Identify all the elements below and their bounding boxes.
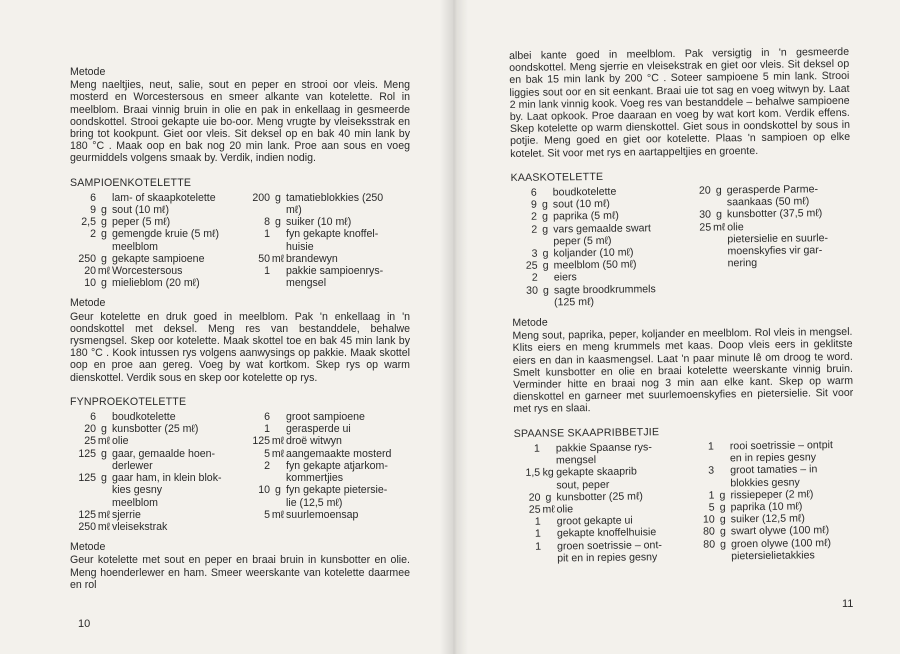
- ingredient-name: swart olywe (100 mℓ): [730, 524, 830, 538]
- ingredient-name: moenskyfies vir gar-: [727, 244, 823, 258]
- ingredient-name: (125 mℓ): [554, 295, 595, 309]
- ingredient-qty: 2: [531, 223, 538, 236]
- ingredient-unit: g: [542, 223, 549, 236]
- ingredient-unit: g: [542, 247, 549, 260]
- ingredient-name: sout (10 mℓ): [552, 198, 610, 211]
- ingredient-unit: g: [545, 491, 552, 504]
- ingredient-qty: 1: [534, 527, 541, 541]
- ingredient-name: pakkie sampioenrys-: [286, 265, 384, 278]
- ingredient-name: pietersielietakkies: [731, 549, 815, 563]
- ingredient-row: [244, 497, 410, 509]
- ingredient-name: boudkotelette: [552, 185, 617, 199]
- ingredient-qty: 200: [252, 191, 270, 204]
- ingredient-qty: 20: [84, 423, 96, 436]
- ingredient-unit: g: [101, 423, 107, 436]
- ingredient-name: paprika (10 mℓ): [730, 500, 803, 514]
- right-page-content: [509, 46, 855, 565]
- ingredient-name: gekapte knoffelhuisie: [556, 526, 657, 540]
- ingredient-qty: 3: [531, 247, 538, 260]
- ingredient-name: suiker (10 mℓ): [286, 216, 352, 229]
- ingredient-row: [70, 509, 236, 521]
- ingredient-list: [511, 183, 852, 309]
- ingredient-qty: 10: [84, 277, 96, 290]
- ingredient-name: kunsbotter (25 mℓ): [112, 423, 199, 436]
- ingredient-name: sout, peper: [556, 478, 610, 491]
- ingredient-unit: g: [542, 284, 549, 297]
- ingredient-name: nering: [727, 257, 758, 270]
- ingredient-unit: mℓ: [271, 447, 285, 460]
- ingredient-row: [244, 241, 410, 253]
- ingredient-row: [244, 253, 410, 265]
- ingredient-qty: 20: [698, 184, 711, 197]
- ingredient-name: paprika (5 mℓ): [552, 210, 619, 223]
- ingredient-qty: 25: [525, 259, 538, 273]
- ingredient-unit: mℓ: [712, 221, 726, 234]
- ingredient-name: fyn gekapte knoffel-: [286, 228, 379, 241]
- ingredient-name: mielieblom (20 mℓ): [112, 277, 200, 290]
- ingredient-name: blokkies gesny: [730, 475, 800, 489]
- ingredient-row: [244, 228, 410, 240]
- ingredient-unit: g: [275, 216, 281, 229]
- ingredient-column: [70, 411, 236, 533]
- ingredient-row: [70, 277, 236, 289]
- ingredient-name: peper (5 mℓ): [553, 234, 612, 248]
- ingredient-unit: mℓ: [542, 503, 555, 516]
- ingredient-column: [244, 192, 410, 290]
- ingredient-qty: 125: [252, 435, 270, 448]
- ingredient-name: suiker (12,5 mℓ): [730, 512, 805, 526]
- ingredient-qty: 2: [264, 459, 270, 472]
- recipe-title-sampioenkotelette: SAMPIOENKOTELETTE: [70, 176, 192, 189]
- ingredient-row: [244, 411, 410, 423]
- ingredient-name: rissiepeper (2 mℓ): [730, 488, 814, 502]
- ingredient-qty: 5: [264, 447, 270, 460]
- ingredient-qty: 8: [264, 216, 270, 229]
- ingredient-name: vars gemaalde swart: [553, 221, 652, 236]
- recipe-title-spaanse-skaapribbetjie: SPAANSE SKAAPRIBBETJIE: [513, 425, 660, 440]
- ingredient-name: kommertjies: [286, 472, 344, 485]
- ingredient-name: mℓ): [286, 204, 302, 217]
- ingredient-row: [515, 551, 681, 565]
- ingredient-unit: g: [719, 525, 726, 538]
- ingredient-row: [244, 423, 410, 435]
- ingredient-qty: 6: [90, 411, 96, 424]
- ingredient-qty: 250: [78, 252, 96, 265]
- method-label: Metode: [512, 316, 548, 330]
- ingredient-list: [70, 411, 410, 533]
- ingredient-unit: mℓ: [97, 508, 111, 521]
- ingredient-name: rooi soetrissie – ontpit: [729, 438, 833, 453]
- ingredient-row: [244, 192, 410, 204]
- ingredient-unit: mℓ: [97, 265, 111, 278]
- ingredient-row: [686, 256, 852, 270]
- method-label: Metode: [70, 297, 106, 310]
- ingredient-row: [244, 265, 410, 277]
- ingredient-column: [685, 183, 852, 307]
- ingredient-name: groen soetrissie – ont-: [556, 538, 662, 552]
- ingredient-row: [70, 192, 236, 204]
- ingredient-name: peper (5 mℓ): [112, 216, 171, 229]
- ingredient-name: tamatieblokkies (250: [286, 191, 384, 204]
- ingredient-unit: g: [542, 210, 549, 224]
- ingredient-unit: g: [715, 184, 722, 197]
- ingredient-name: gekapte sampioene: [112, 252, 205, 265]
- ingredient-qty: 1: [264, 228, 270, 241]
- method-text: Meng naeltjies, neut, salie, sout en peper en strooi oor vleis. Meng mosterd en Worcestersous en smeer alkante van kotelette. Rol in meelblom. Braai vinnig bruin in olie en pak in enkellaag in gesmeerde oondskottel. Strooi gekapte uie bo-oor. Meng vrugte by vleiseksstrak en bring tot kookpunt. Giet oor vleis. Sit deksel op en bak 40 min lank by 180 °C . Maak oop en bak nog 20 min lank. Proe aan sous en voeg geurmiddels volgens smaak by. Verdik, indien nodig.: [70, 79, 410, 165]
- ingredient-row: [244, 216, 410, 228]
- method-label: Metode: [70, 66, 106, 78]
- recipe-title-fynproekotelette: FYNPROEKOTELETTE: [70, 395, 187, 408]
- ingredient-unit: g: [542, 259, 549, 272]
- ingredient-unit: g: [101, 252, 107, 265]
- ingredient-qty: 1,5: [525, 466, 541, 480]
- ingredient-row: [244, 484, 410, 496]
- ingredient-column: [511, 185, 678, 309]
- ingredient-row: [244, 277, 410, 289]
- ingredient-unit: g: [716, 208, 723, 221]
- ingredient-qty: 250: [78, 520, 96, 533]
- ingredient-name: fyn gekapte atjarkom-: [286, 459, 388, 472]
- ingredient-qty: 2,5: [81, 216, 96, 229]
- ingredient-row: [70, 241, 236, 253]
- ingredient-qty: 1: [707, 440, 714, 453]
- ingredient-name: meelblom: [112, 496, 158, 509]
- page-number: 11: [842, 598, 854, 610]
- ingredient-name: gaar, gemaalde hoen-: [112, 447, 216, 460]
- ingredient-unit: g: [101, 204, 107, 217]
- ingredient-qty: 25: [699, 221, 712, 234]
- ingredient-qty: 125: [78, 508, 96, 521]
- ingredient-name: meelblom (50 mℓ): [553, 258, 637, 272]
- ingredient-name: kunsbotter (25 mℓ): [556, 490, 643, 504]
- ingredient-qty: 9: [90, 204, 96, 217]
- ingredient-name: derlewer: [112, 459, 153, 472]
- ingredient-qty: 2: [531, 211, 538, 224]
- ingredient-name: en in repies gesny: [729, 451, 817, 465]
- ingredient-name: gerasperde Parme-: [726, 183, 819, 197]
- method-label: Metode: [70, 541, 106, 554]
- ingredient-name: droë witwyn: [286, 435, 342, 448]
- ingredient-name: meelblom: [112, 240, 158, 253]
- ingredient-row: [689, 549, 855, 563]
- book-gutter: [440, 0, 468, 654]
- ingredient-row: [70, 448, 236, 460]
- ingredient-unit: g: [541, 198, 548, 211]
- ingredient-qty: 1: [533, 442, 540, 455]
- ingredient-name: aangemaakte mosterd: [286, 447, 392, 460]
- ingredient-name: lam- of skaapkotelette: [112, 191, 216, 204]
- ingredient-qty: 80: [703, 525, 715, 538]
- ingredient-row: [244, 509, 410, 521]
- ingredient-qty: 10: [258, 484, 270, 497]
- ingredient-name: olie: [112, 435, 129, 448]
- ingredient-name: gerasperde ui: [286, 423, 351, 436]
- ingredient-unit: g: [719, 513, 726, 526]
- ingredient-name: groot sampioene: [286, 411, 365, 424]
- ingredient-row: [244, 448, 410, 460]
- ingredient-row: [70, 472, 236, 484]
- ingredient-unit: g: [101, 472, 107, 485]
- ingredient-name: fyn gekapte pietersie-: [286, 484, 388, 497]
- ingredient-unit: mℓ: [271, 252, 285, 265]
- ingredient-qty: 6: [264, 411, 270, 424]
- ingredient-name: eiers: [553, 271, 577, 284]
- ingredient-qty: 1: [708, 489, 715, 502]
- ingredient-row: [70, 423, 236, 435]
- ingredient-qty: 50: [258, 252, 270, 265]
- ingredient-row: [70, 204, 236, 216]
- ingredient-unit: g: [720, 537, 727, 550]
- method-text: Geur kotelette met sout en peper en braai bruin in kunsbotter en olie. Meng hoenderlewer en ham. Smeer weerskante van kotelette daarmee en rol: [70, 554, 410, 591]
- ingredient-name: groot tamaties – in: [730, 463, 818, 477]
- left-page-content: [70, 66, 410, 591]
- ingredient-name: suurlemoensap: [286, 508, 359, 521]
- right-page: [452, 0, 900, 654]
- ingredient-qty: 25: [84, 435, 96, 448]
- ingredient-row: [70, 435, 236, 447]
- ingredient-qty: 2: [531, 272, 538, 285]
- ingredient-list: [70, 192, 410, 290]
- ingredient-name: kies gesny: [112, 484, 163, 497]
- ingredient-unit: g: [719, 489, 726, 502]
- ingredient-qty: 6: [90, 191, 96, 204]
- ingredient-qty: 20: [84, 265, 96, 278]
- method-text: Geur kotelette en druk goed in meelblom. Pak 'n enkellaag in 'n oondskottel met deksel. Meng res van bestanddele, behalwe rysmengsel. Skep oor kotelette. Maak skottel toe en bak 45 min lank by 180 °C . Kook intussen rys volgens aanwysings op pakkie. Maak skottel oop en proe aan gereg. Voeg by wat kortkom. Skep rys op warm dienskottel. Verdik sous en skep oor kotelette op rys.: [70, 310, 410, 384]
- ingredient-unit: mℓ: [271, 435, 285, 448]
- ingredient-qty: 80: [703, 538, 716, 551]
- ingredient-row: [244, 435, 410, 447]
- ingredient-name: olie: [556, 503, 574, 516]
- ingredient-unit: mℓ: [97, 520, 111, 533]
- ingredient-row: [70, 521, 236, 533]
- ingredient-qty: 5: [708, 501, 715, 514]
- ingredient-column: [70, 192, 236, 290]
- ingredient-qty: 1: [264, 423, 270, 436]
- ingredient-unit: g: [275, 484, 281, 497]
- ingredient-qty: 1: [535, 540, 542, 553]
- ingredient-qty: 30: [526, 284, 539, 297]
- ingredient-qty: 125: [78, 472, 96, 485]
- ingredient-name: boudkotelette: [112, 411, 176, 424]
- recipe-title-kaaskotelette: KAASKOTELETTE: [510, 170, 604, 184]
- ingredient-row: [70, 216, 236, 228]
- ingredient-name: kunsbotter (37,5 mℓ): [726, 207, 823, 221]
- ingredient-name: gaar ham, in klein blok-: [112, 472, 222, 485]
- ingredient-name: huisie: [286, 240, 314, 253]
- ingredient-name: sjerrie: [112, 508, 141, 521]
- ingredient-unit: g: [101, 277, 107, 290]
- ingredient-qty: 5: [264, 508, 270, 521]
- ingredient-list: [514, 439, 855, 565]
- ingredient-qty: 1: [264, 265, 270, 278]
- ingredient-column: [244, 411, 410, 533]
- ingredient-qty: 20: [528, 491, 541, 504]
- ingredient-column: [514, 441, 681, 565]
- ingredient-qty: 25: [528, 503, 541, 516]
- ingredient-qty: 2: [90, 228, 96, 241]
- method-text: Meng sout, paprika, peper, koljander en meelblom. Rol vleis in mengsel. Klits eiers en meng krummels met kaas. Doop vleis eers in geklitste eiers en dan in kaasmengsel. Laat 'n paar minute lê om droog te word. Smelt kunsbotter en olie en braai kotelette weerskante vinnig bruin. Verminder hitte en braai nog 3 min aan elke kant. Skep op warm dienskottel en garneer met suurlemoenskyfies en pietersielie. Sit voor met rys en slaai.: [512, 326, 854, 416]
- ingredient-row: [244, 204, 410, 216]
- ingredient-qty: 9: [530, 198, 537, 211]
- ingredient-qty: 125: [78, 447, 96, 460]
- ingredient-unit: mℓ: [271, 508, 285, 521]
- ingredient-name: brandewyn: [286, 252, 338, 265]
- ingredient-name: mengsel: [555, 454, 597, 467]
- ingredient-unit: g: [101, 228, 107, 241]
- ingredient-name: saankaas (50 mℓ): [726, 195, 810, 209]
- ingredient-name: gekapte skaaprib: [556, 465, 637, 479]
- ingredient-name: sagte broodkrummels: [553, 282, 656, 297]
- ingredient-name: olie: [727, 220, 744, 233]
- ingredient-unit: g: [101, 447, 107, 460]
- ingredient-name: sout (10 mℓ): [112, 204, 169, 217]
- ingredient-column: [688, 439, 855, 563]
- ingredient-row: [70, 411, 236, 423]
- ingredient-name: groot gekapte ui: [556, 514, 633, 528]
- ingredient-unit: g: [275, 191, 281, 204]
- ingredient-row: [70, 253, 236, 265]
- ingredient-unit: g: [719, 501, 726, 514]
- ingredient-qty: 3: [708, 464, 715, 477]
- ingredient-name: Worcestersous: [112, 265, 183, 278]
- ingredient-row: [70, 497, 236, 509]
- ingredient-name: koljander (10 mℓ): [553, 246, 634, 260]
- ingredient-name: pit en in repies gesny: [557, 550, 658, 565]
- ingredient-name: groen olywe (100 mℓ): [730, 536, 832, 550]
- ingredient-name: gemengde kruie (5 mℓ): [112, 228, 220, 241]
- ingredient-row: [512, 295, 678, 309]
- ingredient-name: pakkie Spaanse rys-: [555, 441, 652, 455]
- ingredient-name: pietersielie en suurle-: [727, 231, 829, 246]
- ingredient-row: [70, 484, 236, 496]
- ingredient-row: [70, 460, 236, 472]
- ingredient-qty: 6: [530, 186, 537, 199]
- ingredient-row: [70, 228, 236, 240]
- ingredient-qty: 10: [702, 513, 715, 526]
- ingredient-row: [70, 265, 236, 277]
- ingredient-qty: 1: [534, 515, 541, 528]
- ingredient-unit: mℓ: [97, 435, 111, 448]
- ingredient-row: [244, 460, 410, 472]
- method-text: albei kante goed in meelblom. Pak versigtig in 'n gesmeerde oondskottel. Meng sjerrie en vleisekstrak en giet oor vleis. Sit deksel op en bak 15 min lank by 200 °C . Soteer sampioene 5 min lank. Strooi liggies sout oor en sit eenkant. Braai uie tot sag en voeg witwyn by. Laat 2 min lank vinnig kook. Voeg res van bestanddele – behalwe sampioene by. Laat opkook. Proe daaraan en voeg by wat kort kom. Verdik effens. Skep kotelette op warm dienskottel. Giet sous in oondskottel by sous in potjie. Meng goed en giet oor kotelette. Plaas 'n sampioen op elke kotelet. Sit voor met rys en aartappeltjies en groente.: [509, 45, 851, 160]
- ingredient-name: lie (12,5 mℓ): [286, 496, 343, 509]
- ingredient-name: mengsel: [286, 277, 327, 290]
- page-number: 10: [78, 618, 91, 630]
- ingredient-row: [244, 472, 410, 484]
- ingredient-unit: g: [101, 216, 107, 229]
- ingredient-name: vleisekstrak: [112, 520, 168, 533]
- ingredient-unit: kg: [542, 466, 554, 479]
- ingredient-qty: 30: [699, 208, 712, 222]
